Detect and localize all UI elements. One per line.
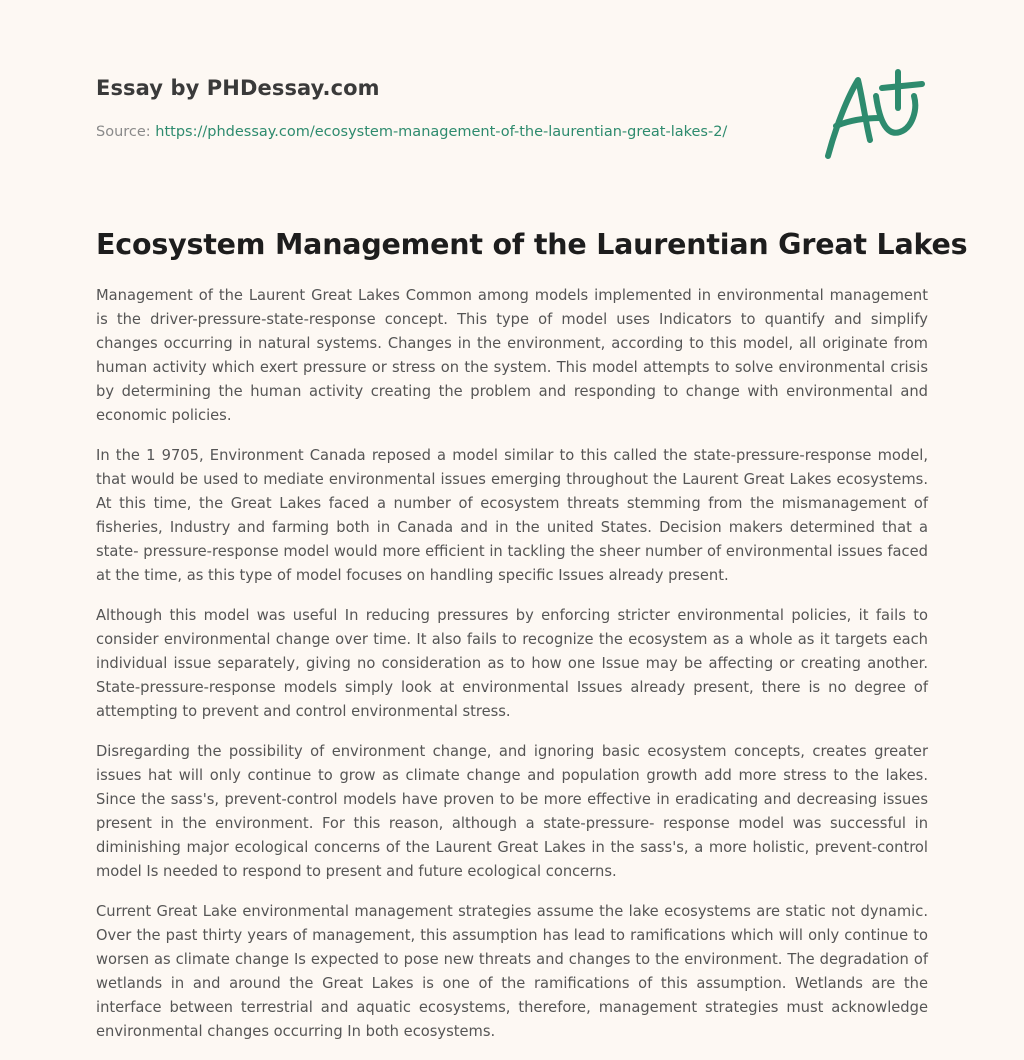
essay-body — [96, 284, 928, 1060]
essay-paragraph: In the 1 9705, Environment Canada reposed a model similar to this called the state-pressure-response model, that would be used to mediate environmental issues emerging throughout the Laurent Great Lakes ecosystems. At this time, the Great Lakes faced a number of ecosystem threats stemming from the mismanagement of fisheries, Industry and farming both in Canada and in the united States. Decision makers determined that a state- pressure-response model would more efficient in tackling the sheer number of environmental issues faced at the time, as this type of model focuses on handling specific Issues already present. — [96, 447, 928, 584]
essay-paragraph: Management of the Laurent Great Lakes Common among models implemented in environmental management is the driver-pressure-state-response concept. This type of model uses Indicators to quantify and simplify changes occurring in natural systems. Changes in the environment, according to this model, all originate from human activity which exert pressure or stress on the system. This model attempts to solve environmental crisis by determining the human activity creating the problem and responding to change with environmental and economic policies. — [96, 287, 928, 424]
essay-paragraph: Current Great Lake environmental management strategies assume the lake ecosystems are static not dynamic. Over the past thirty years of management, this assumption has lead to ramifications which will only continue to worsen as climate change Is expected to pose new threats and changes to the environment. The degradation of wetlands in and around the Great Lakes is one of the ramifications of this assumption. Wetlands are the interface between terrestrial and aquatic ecosystems, therefore, management strategies must acknowledge environmental changes occurring In both ecosystems. — [96, 903, 928, 1040]
essay-paragraph: Although this model was useful In reducing pressures by enforcing stricter environmental policies, it fails to consider environmental change over time. It also fails to recognize the ecosystem as a whole as it targets each individual issue separately, giving no consideration as to how one Issue may be affecting or creating another. State-pressure-response models simply look at environmental Issues already present, there is no degree of attempting to prevent and control environmental stress. — [96, 607, 928, 720]
source-label: Source: — [96, 124, 151, 140]
source-line — [96, 124, 727, 140]
source-link[interactable]: https://phdessay.com/ecosystem-management-of-the-laurentian-great-lakes-2/ — [155, 124, 728, 140]
site-brand: Essay by PHDessay.com — [96, 76, 380, 100]
a-plus-grade-icon — [818, 66, 930, 166]
essay-paragraph: Disregarding the possibility of environment change, and ignoring basic ecosystem concepts, creates greater issues hat will only continue to grow as climate change and population growth add more stress to the lakes. Since the sass's, prevent-control models have proven to be more effective in eradicating and decreasing issues present in the environment. For this reason, although a state-pressure- response model was successful in diminishing major ecological concerns of the Laurent Great Lakes in the sass's, a more holistic, prevent-control model Is needed to respond to present and future ecological concerns. — [96, 743, 928, 880]
essay-title: Ecosystem Management of the Laurentian Great Lakes — [96, 228, 968, 261]
